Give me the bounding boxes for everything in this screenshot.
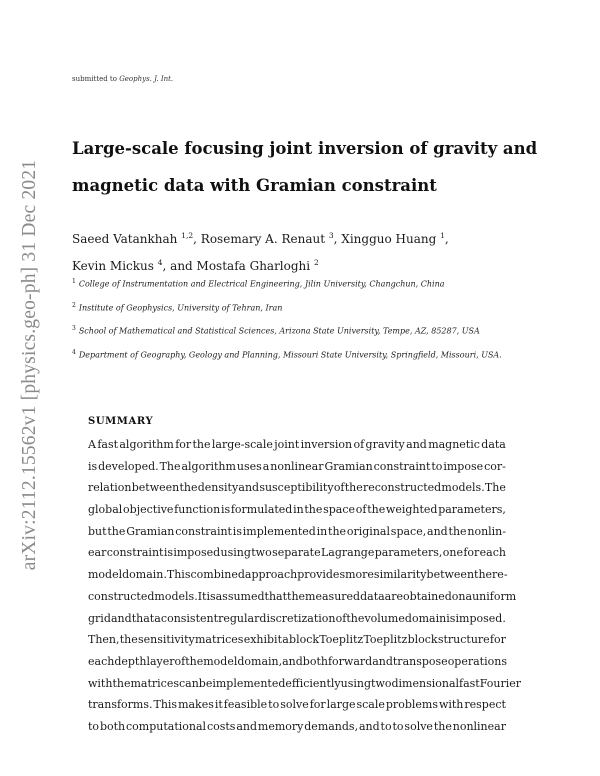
author-separator: , <box>193 232 201 246</box>
summary-line: ear constraint is imposed using two separate Lagrange parameters, one for each <box>88 546 506 560</box>
author-name: Rosemary A. Renaut <box>200 232 326 246</box>
author-affil-ref: 3 <box>328 231 334 240</box>
affiliation <box>72 278 445 289</box>
author-affil-ref: 2 <box>313 258 319 267</box>
summary-line: is developed. The algorithm uses a nonlinear Gramian constraint to impose cor- <box>88 459 506 473</box>
author-affil-ref: 4 <box>157 258 163 267</box>
summary-line: Then, the sensitivity matrices exhibit a block Toeplitz Toeplitz block structure for <box>88 633 506 647</box>
summary-body <box>88 434 522 738</box>
author-name: Mostafa Gharloghi <box>196 259 311 273</box>
title-line: Large-scale focusing joint inversion of gravity and <box>72 139 538 158</box>
affiliation <box>72 349 502 360</box>
author-separator: , and <box>162 259 197 273</box>
author-name: Saeed Vatankhah <box>72 232 178 246</box>
summary-heading: SUMMARY <box>88 416 154 427</box>
affiliation-number: 2 <box>72 302 76 309</box>
submission-note <box>72 75 173 83</box>
affiliation-number: 3 <box>72 325 76 332</box>
author-affil-ref: 1 <box>440 231 445 240</box>
summary-line: transforms. This makes it feasible to solve for large scale problems with respect <box>88 698 506 712</box>
author-line <box>72 251 542 278</box>
affiliation-text: Department of Geography, Geology and Planning, Missouri State University, Springfield, Missouri, USA. <box>78 350 502 360</box>
author-name: Kevin Mickus <box>72 259 154 273</box>
author-separator: , <box>333 232 342 246</box>
author-line <box>72 224 542 251</box>
affiliation-number: 4 <box>72 349 76 356</box>
summary-line: to both computational costs and memory demands, and to to solve the nonlinear <box>88 719 506 733</box>
summary-line: relation between the density and susceptibility of the reconstructed models. The <box>88 481 506 495</box>
arxiv-identifier-stamp <box>18 150 42 580</box>
affiliation-number: 1 <box>72 278 76 285</box>
summary-line: A fast algorithm for the large-scale joint inversion of gravity and magnetic data <box>88 438 506 451</box>
author-name: Xingguo Huang <box>341 232 437 246</box>
affiliation-text: School of Mathematical and Statistical Sciences, Arizona State University, Tempe, AZ, 85287, USA <box>78 326 480 336</box>
affiliation <box>72 325 480 336</box>
summary-line: but the Gramian constraint is implemented in the original space, and the nonlin- <box>88 524 506 538</box>
summary-line: each depth layer of the model domain, and both forward and transpose operations <box>88 654 507 668</box>
journal-name: Geophys. J. Int. <box>119 75 174 83</box>
summary-line: constructed models. It is assumed that the measured data are obtained on a uniform <box>88 589 517 603</box>
author-affil-ref: 1,2 <box>181 231 194 240</box>
summary-line: global objective function is formulated in the space of the weighted parameters, <box>88 503 506 517</box>
author-list <box>72 224 542 278</box>
summary-line: with the matrices can be implemented efficiently using two dimensional fast Fourier <box>88 676 522 690</box>
title-line: magnetic data with Gramian constraint <box>72 176 437 195</box>
arxiv-identifier-text: arXiv:2112.15562v1 [physics.geo-ph] 31 Dec 2021 <box>19 159 40 571</box>
author-separator: , <box>444 232 449 246</box>
submission-prefix: submitted to <box>72 75 120 83</box>
affiliation-text: Institute of Geophysics, University of Tehran, Iran <box>78 303 283 313</box>
summary-line: model domain. This combined approach provides more similarity between the re- <box>88 568 508 582</box>
affiliation-text: College of Instrumentation and Electrical Engineering, Jilin University, Changchun, China <box>78 279 445 289</box>
affiliation <box>72 302 282 313</box>
paper-title <box>72 130 542 204</box>
summary-line: grid and that a consistent regular discretization of the volume domain is imposed. <box>88 611 506 625</box>
